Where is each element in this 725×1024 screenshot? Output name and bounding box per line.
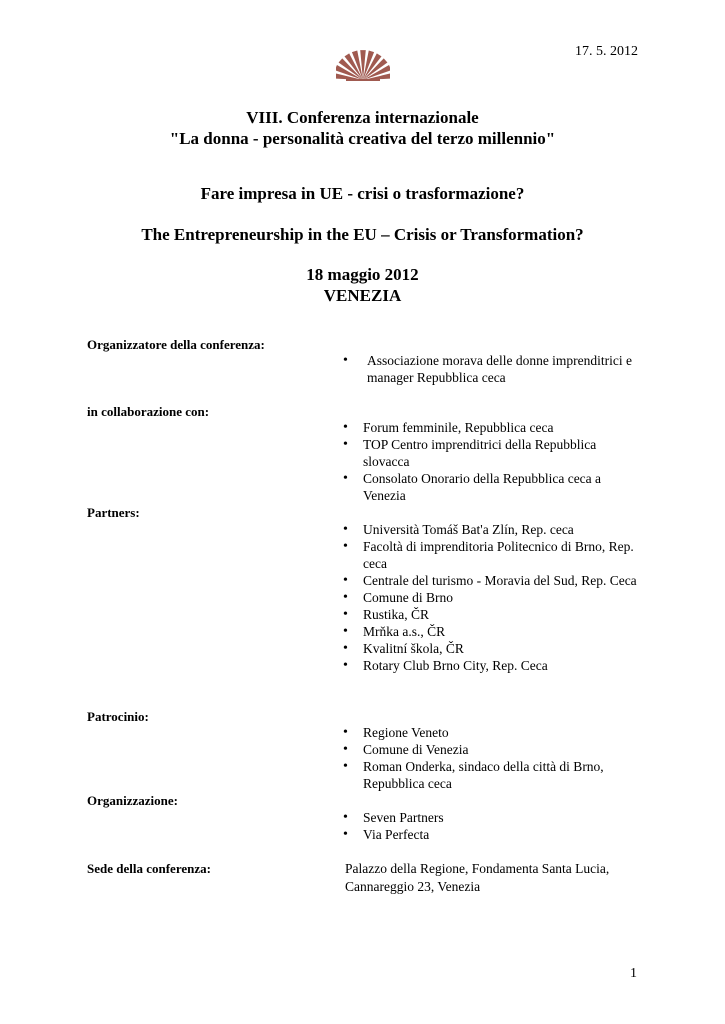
list-item: • Università Tomáš Bat'a Zlín, Rep. ceca — [343, 521, 643, 538]
event-city: VENEZIA — [323, 286, 402, 305]
page-number: 1 — [630, 966, 637, 981]
list-item: • Rustika, ČR — [343, 606, 643, 623]
patronage-list — [343, 724, 643, 792]
venue-label: Sede della conferenza: — [87, 861, 211, 876]
list-item: • Consolato Onorario della Repubblica ceca a Venezia — [343, 470, 643, 504]
patronage-label: Patrocinio: — [87, 709, 149, 724]
list-item: • Kvalitní škola, ČR — [343, 640, 643, 657]
list-item: • Facoltà di imprenditoria Politecnico di Brno, Rep. ceca — [343, 538, 643, 572]
partners-list — [343, 521, 643, 674]
list-item: • Forum femminile, Repubblica ceca — [343, 419, 643, 436]
list-item: • Rotary Club Brno City, Rep. Ceca — [343, 657, 643, 674]
document-date: 17. 5. 2012 — [575, 44, 638, 59]
list-item: • TOP Centro imprenditrici della Repubblica slovacca — [343, 436, 643, 470]
italian-topic: Fare impresa in UE - crisi o trasformazione? — [200, 184, 525, 203]
conference-subtitle: "La donna - personalità creativa del terzo millennio" — [169, 129, 556, 148]
list-item: • Mrňka a.s., ČR — [343, 623, 643, 640]
collaboration-label: in collaborazione con: — [87, 404, 210, 419]
organizer-list — [343, 352, 643, 386]
organization-label: Organizzazione: — [87, 793, 178, 808]
partners-label: Partners: — [87, 505, 140, 520]
organization-list — [343, 809, 643, 843]
list-item: • Roman Onderka, sindaco della città di Brno, Repubblica ceca — [343, 758, 643, 792]
list-item: • Comune di Brno — [343, 589, 643, 606]
list-item: • Comune di Venezia — [343, 741, 643, 758]
collaboration-list — [343, 419, 643, 504]
list-item: • Centrale del turismo - Moravia del Sud, Rep. Ceca — [343, 572, 643, 589]
event-date: 18 maggio 2012 — [306, 265, 419, 284]
organizer-label: Organizzatore della conferenza: — [87, 337, 265, 352]
list-item: • Associazione morava delle donne imprenditrici e manager Repubblica ceca — [343, 352, 643, 386]
list-item: • Seven Partners — [343, 809, 643, 826]
venue-address: Palazzo della Regione, Fondamenta Santa Lucia, Cannareggio 23, Venezia — [345, 861, 610, 894]
english-topic: The Entrepreneurship in the EU – Crisis or Transformation? — [141, 225, 584, 244]
list-item: • Via Perfecta — [343, 826, 643, 843]
list-item: • Regione Veneto — [343, 724, 643, 741]
fan-shell-logo-icon — [336, 48, 390, 82]
conference-title: VIII. Conferenza internazionale — [246, 108, 479, 127]
